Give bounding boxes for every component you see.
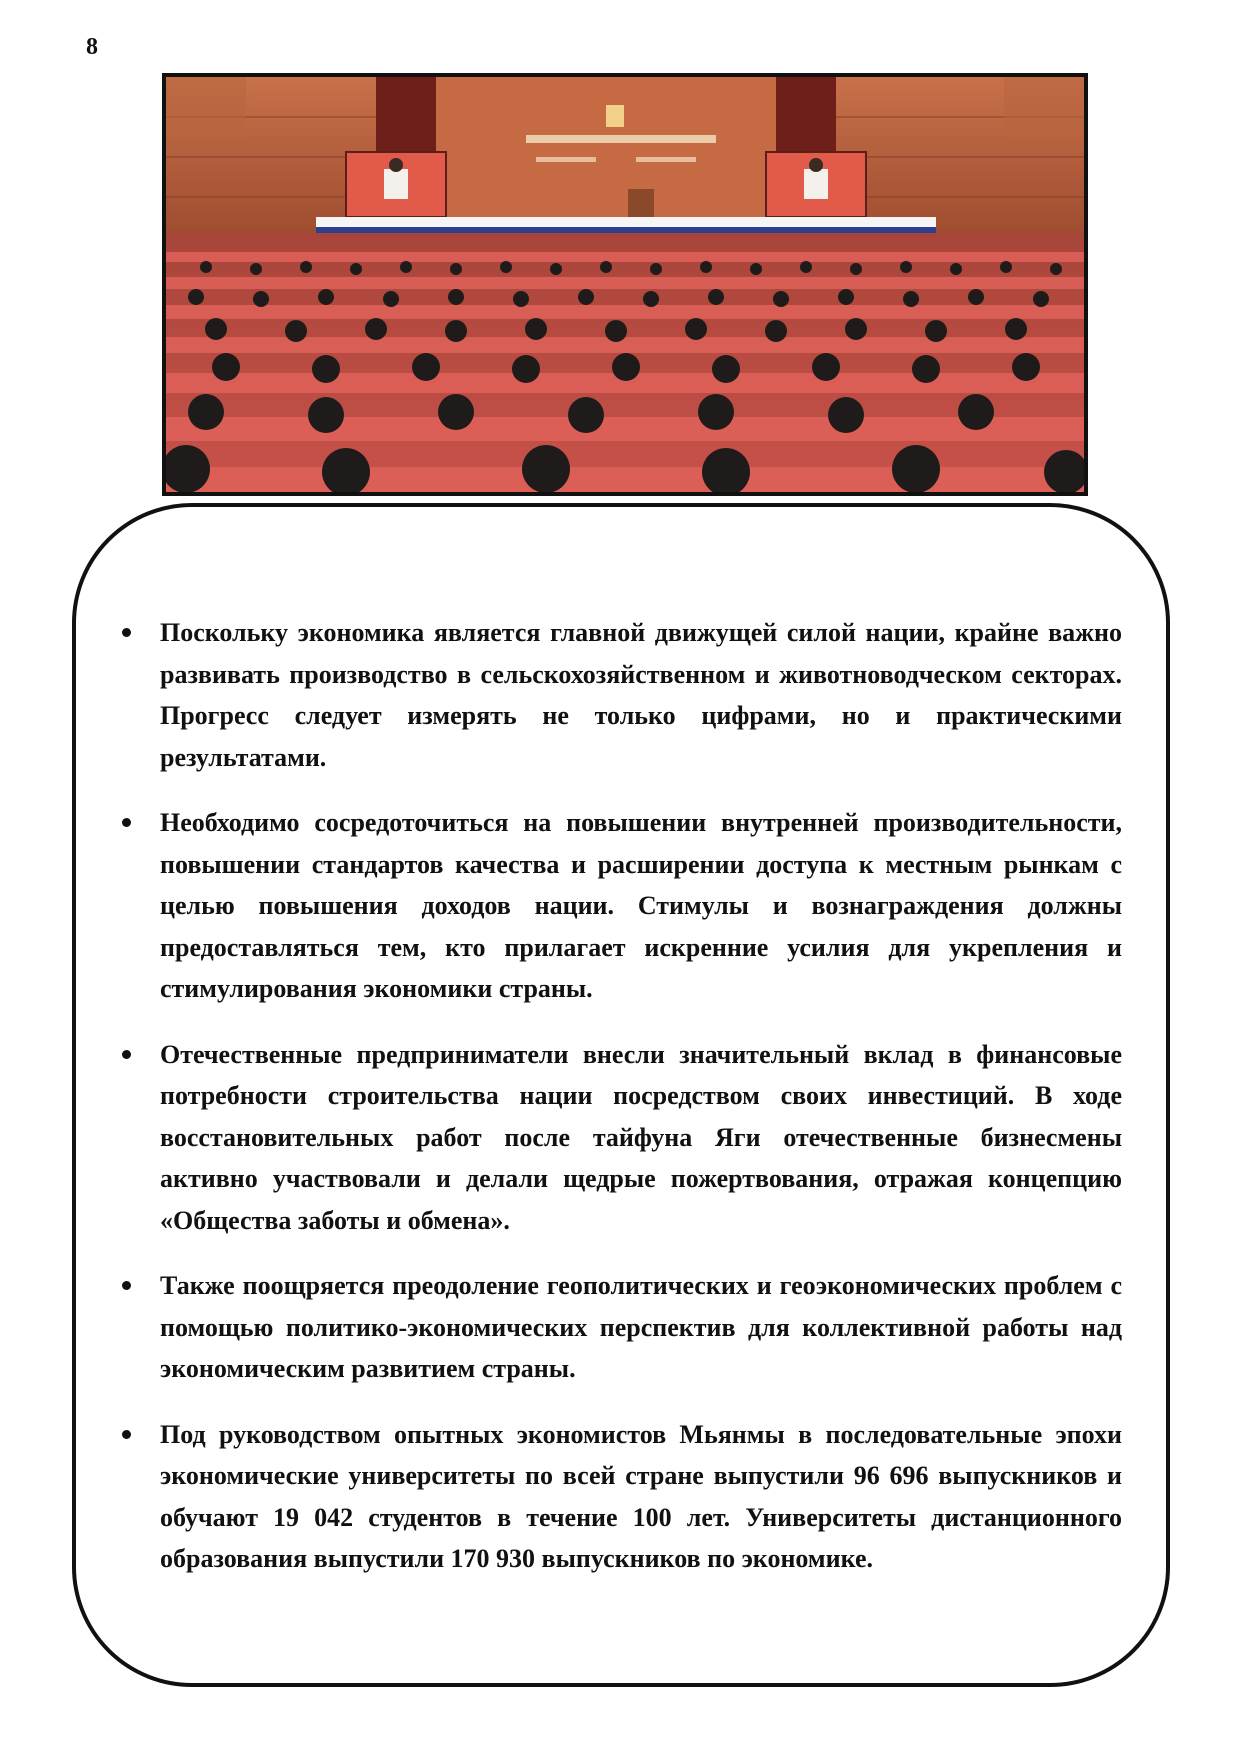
conference-hall-illustration xyxy=(166,77,1084,492)
list-item-text: Также поощряется преодоление геополитических и геоэкономических проблем с помощью политико-экономических перспектив для коллективной работы над экономическим развитием страны. xyxy=(160,1271,1122,1383)
bullet-icon xyxy=(122,1281,131,1290)
list-item-text: Необходимо сосредоточиться на повышении внутренней производительности, повышении стандартов качества и расширении доступа к местным рынкам с целью повышения доходов нации. Стимулы и вознаграждения должны предоставляться тем, кто прилагает искренние усилия для укрепления и стимулирования экономики страны. xyxy=(160,808,1122,1003)
list-item xyxy=(120,612,1122,778)
list-item-text: Поскольку экономика является главной движущей силой нации, крайне важно развивать производство в сельскохозяйственном и животноводческом секторах. Прогресс следует измерять не только цифрами, но и практическими результатами. xyxy=(160,618,1122,772)
bullet-list xyxy=(120,612,1122,1604)
bullet-icon xyxy=(122,818,131,827)
list-item xyxy=(120,1034,1122,1242)
bullet-icon xyxy=(122,1430,131,1439)
list-item-text: Отечественные предприниматели внесли значительный вклад в финансовые потребности строительства нации посредством своих инвестиций. В ходе восстановительных работ после тайфуна Яги отечественные бизнесмены активно участвовали и делали щедрые пожертвования, отражая концепцию «Общества заботы и обмена». xyxy=(160,1039,1122,1235)
list-item-text: Под руководством опытных экономистов Мьянмы в последовательные эпохи экономические университеты по всей стране выпустили 96 696 выпускников и обучают 19 042 студентов в течение 100 лет. Университеты дистанционного образования выпустили 170 930 выпускников по экономике. xyxy=(160,1419,1122,1573)
bullet-icon xyxy=(122,628,131,637)
list-item xyxy=(120,1414,1122,1580)
list-item xyxy=(120,802,1122,1010)
conference-hall-photo xyxy=(162,73,1088,496)
page-number: 8 xyxy=(86,34,98,60)
bullet-icon xyxy=(122,1050,131,1059)
list-item xyxy=(120,1265,1122,1390)
